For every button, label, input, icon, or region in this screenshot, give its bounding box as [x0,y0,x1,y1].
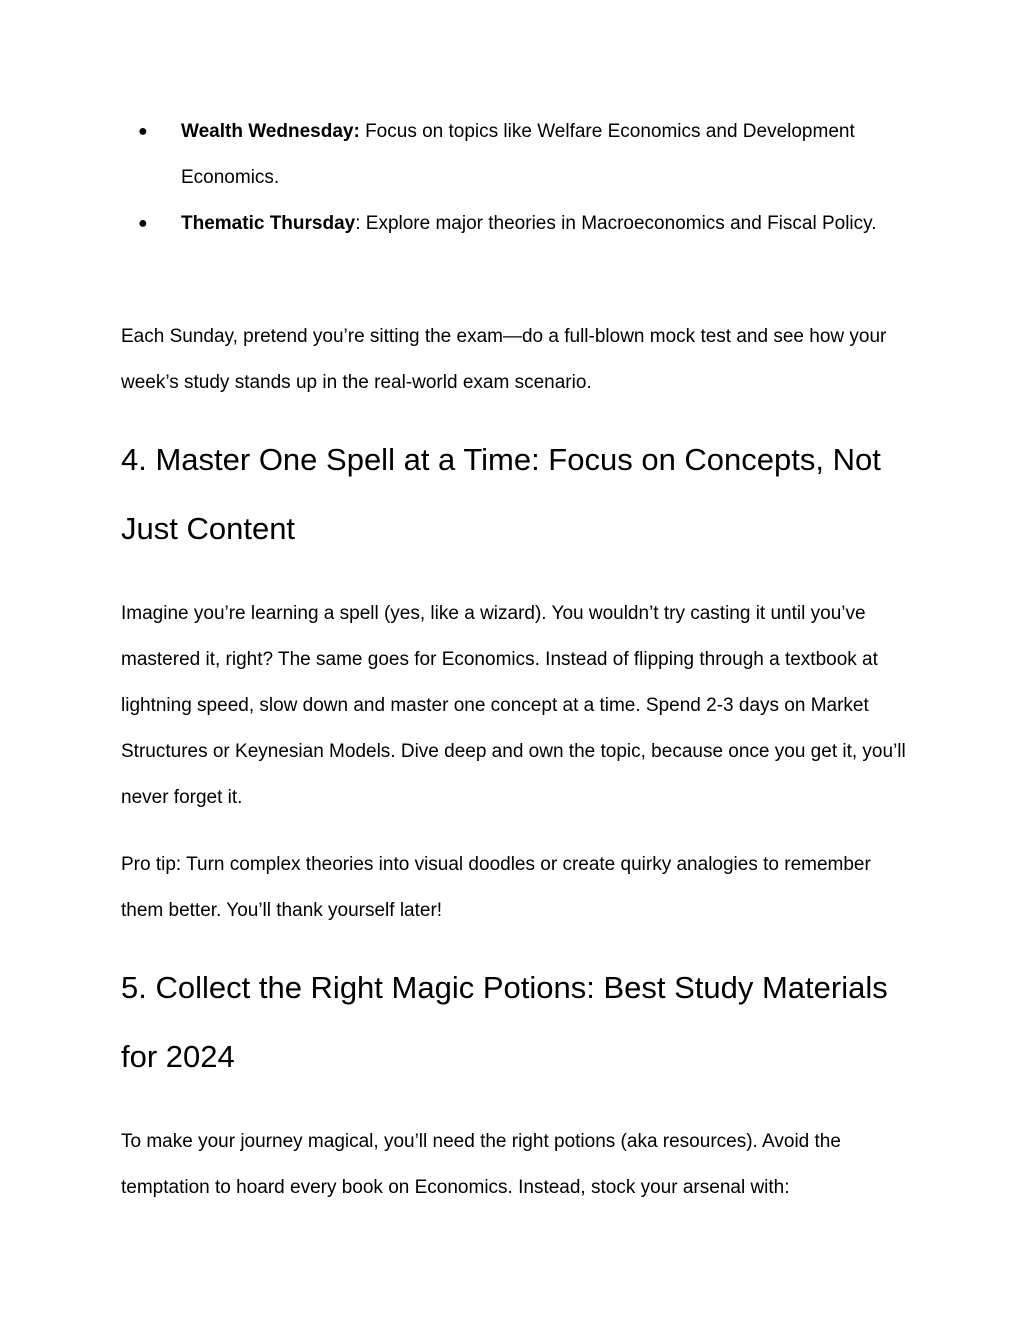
bullet-term: Wealth Wednesday: [181,121,360,142]
list-item [121,201,911,247]
pro-tip-paragraph: Pro tip: Turn complex theories into visual doodles or create quirky analogies to remember them better. You’ll thank yourself later! [121,854,871,921]
section-4-paragraph: Imagine you’re learning a spell (yes, like a wizard). You wouldn’t try casting it until you’ve mastered it, right? The same goes for Economics. Instead of flipping through a textbook at lightning speed, slow down and master one concept at a time. Spend 2-3 days on Market Structures or Keynesian Models. Dive deep and own the topic, because once you get it, you’ll never forget it. [121,603,906,808]
section-4-heading: 4. Master One Spell at a Time: Focus on Concepts, Not Just Content [121,442,881,546]
sunday-mock-test-paragraph: Each Sunday, pretend you’re sitting the exam—do a full-blown mock test and see how your week’s study stands up in the real-world exam scenario. [121,326,887,393]
section-5-paragraph: To make your journey magical, you’ll need the right potions (aka resources). Avoid the temptation to hoard every book on Economics. Instead, stock your arsenal with: [121,1131,841,1198]
bullet-icon: ● [138,215,148,232]
bullet-term: Thematic Thursday [181,213,356,234]
list-item [121,109,911,201]
bullet-text: : Explore major theories in Macroeconomics and Fiscal Policy. [355,213,877,234]
section-5-heading: 5. Collect the Right Magic Potions: Best Study Materials for 2024 [121,970,888,1074]
bullet-text: Focus on topics like Welfare Economics and Development Economics. [181,121,855,188]
bullet-icon: ● [138,123,148,140]
study-schedule-list [121,109,911,247]
